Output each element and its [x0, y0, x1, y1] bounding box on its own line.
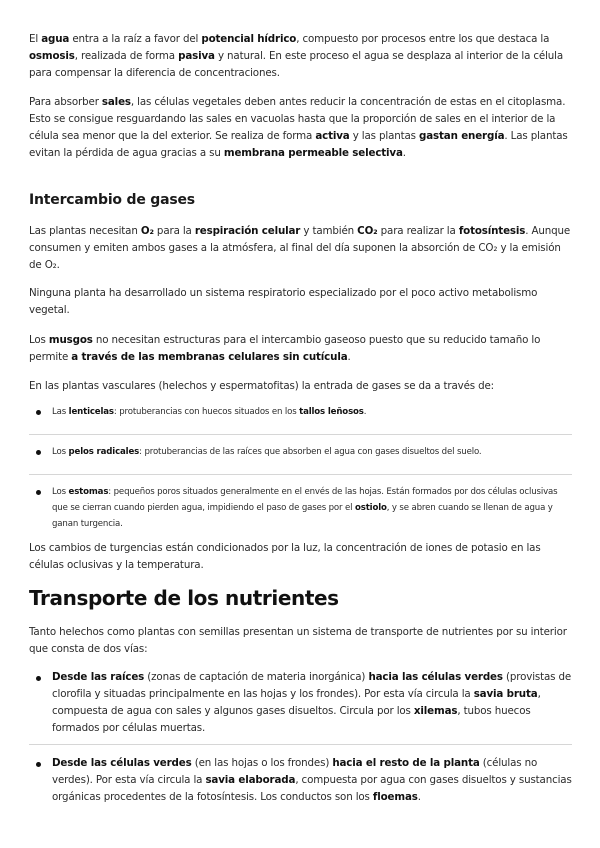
text-run: , compuesta de agua con sales y algunos gases disueltos. Circula por los [52, 688, 541, 717]
text-run: Ninguna planta ha desarrollado un sistema respiratorio especializado por el poco activo metabolismo vegetal. [29, 287, 538, 316]
text-run: : pequeños poros situados generalmente en el envés de las hojas. Están formados por dos células oclusivas que se cierran cuando pierden agua, impidiendo el paso de gases por el [52, 487, 558, 513]
text-run: (provistas de clorofila y situadas principalmente en las hojas y los frondes). Por esta vía circula la [52, 671, 572, 700]
paragraph-no-respiratory-system [29, 285, 574, 319]
bold-term: sales [101, 96, 131, 108]
heading-gas-exchange: Intercambio de gases [29, 192, 195, 208]
text-run: (células no verdes). Por esta vía circula la [52, 757, 538, 786]
bold-term: savia elaborada [205, 774, 296, 786]
list-divider [29, 474, 572, 475]
bullet-dot [36, 490, 41, 495]
bold-term: gastan energía [419, 130, 505, 142]
bold-term: musgos [48, 334, 93, 346]
bold-term: fotosíntesis [458, 225, 526, 237]
text-run: Tanto helechos como plantas con semillas presentan un sistema de transporte de nutrientes por su interior que consta de dos vías: [29, 626, 567, 655]
bold-term: pelos radicales [68, 447, 140, 457]
text-run: , compuesta por agua con gases disueltos y sustancias orgánicas procedentes de la fotosíntesis. Los conductos son los [52, 774, 572, 803]
bold-term: potencial hídrico [201, 33, 297, 45]
bold-term: hacia las células verdes [368, 671, 503, 683]
text-run: Los [29, 334, 49, 346]
paragraph-salt-absorption [29, 94, 574, 162]
list-item-estomas [52, 484, 572, 532]
bullet-dot [36, 410, 41, 415]
text-run: . [363, 407, 367, 417]
bold-term: floemas [372, 791, 418, 803]
paragraph-turgor-changes [29, 540, 574, 574]
text-run: para la [153, 225, 195, 237]
text-run: . [417, 791, 421, 803]
list-item-pelos-radicales [52, 444, 572, 460]
bold-term: O₂ [140, 225, 154, 237]
paragraph-vascular-plants [29, 378, 574, 395]
text-run: Para absorber [29, 96, 102, 108]
text-run: . Las plantas evitan la pérdida de agua gracias a su [29, 130, 568, 159]
bold-term: lenticelas [68, 407, 114, 417]
list-item-savia-bruta [52, 669, 572, 737]
text-run: no necesitan estructuras para el intercambio gaseoso puesto que su reducido tamaño lo permite [29, 334, 541, 363]
bold-term: agua [41, 33, 70, 45]
bold-term: estomas [68, 487, 109, 497]
text-run: Los cambios de turgencias están condicionados por la luz, la concentración de iones de potasio en las células oclusivas y la temperatura. [29, 542, 541, 571]
bold-term: Desde las células verdes [52, 757, 192, 769]
paragraph-transport-intro [29, 624, 574, 658]
text-run: : protuberancias de las raíces que absorben el agua con gases disueltos del suelo. [139, 447, 482, 457]
bold-term: ostiolo [354, 503, 387, 513]
paragraph-water-absorption [29, 31, 574, 82]
list-item-savia-elaborada [52, 755, 572, 806]
heading-nutrient-transport: Transporte de los nutrientes [29, 586, 339, 610]
text-run: (en las hojas o los frondes) [191, 757, 333, 769]
text-run: , las células vegetales deben antes reducir la concentración de estas en el citoplasma. Esto se consigue resguardando las sales en vacuolas hasta que la proporción de sales en el interior de la célula sea menor que la del exterior. Se realiza de forma [29, 96, 566, 142]
text-run: para realizar la [377, 225, 459, 237]
bold-term: savia bruta [473, 688, 538, 700]
text-run: , realizada de forma [74, 50, 179, 62]
bold-term: xilemas [413, 705, 458, 717]
bold-term: CO₂ [357, 225, 378, 237]
text-run: y también [300, 225, 358, 237]
bullet-dot [36, 450, 41, 455]
bold-term: Desde las raíces [52, 671, 145, 683]
text-run: El [29, 33, 42, 45]
text-run: , tubos huecos formados por células muertas. [52, 705, 531, 734]
paragraph-mosses [29, 332, 574, 366]
list-divider [29, 744, 572, 745]
text-run: : protuberancias con huecos situados en los [113, 407, 300, 417]
bold-term: respiración celular [194, 225, 301, 237]
paragraph-gas-needs [29, 223, 574, 274]
bold-term: hacia el resto de la planta [332, 757, 480, 769]
text-run: . [347, 351, 351, 363]
text-run: (zonas de captación de materia inorgánica) [144, 671, 369, 683]
list-item-lenticelas [52, 404, 572, 420]
text-run: entra a la raíz a favor del [69, 33, 202, 45]
text-run: , y se abren cuando se llenan de agua y ganan turgencia. [52, 503, 553, 529]
bold-term: tallos leñosos [299, 407, 364, 417]
bullet-dot [36, 762, 41, 767]
list-divider [29, 434, 572, 435]
text-run: , compuesto por procesos entre los que destaca la [296, 33, 550, 45]
text-run: Las plantas necesitan [29, 225, 141, 237]
bullet-dot [36, 676, 41, 681]
bold-term: a través de las membranas celulares sin cutícula [71, 351, 348, 363]
text-run: . Aunque consumen y emiten ambos gases a la atmósfera, al final del día suponen la absorción de CO₂ y la emisión de O₂. [29, 225, 571, 271]
text-run: En las plantas vasculares (helechos y espermatofitas) la entrada de gases se da a través de: [29, 380, 494, 392]
text-run: y las plantas [349, 130, 420, 142]
bold-term: activa [315, 130, 350, 142]
text-run: . [402, 147, 406, 159]
bold-term: osmosis [29, 50, 75, 62]
text-run: Las [52, 407, 69, 417]
bold-term: membrana permeable selectiva [223, 147, 403, 159]
text-run: Los [52, 447, 69, 457]
text-run: Los [52, 487, 69, 497]
bold-term: pasiva [178, 50, 215, 62]
text-run: y natural. En este proceso el agua se desplaza al interior de la célula para compensar la diferencia de concentraciones. [29, 50, 564, 79]
